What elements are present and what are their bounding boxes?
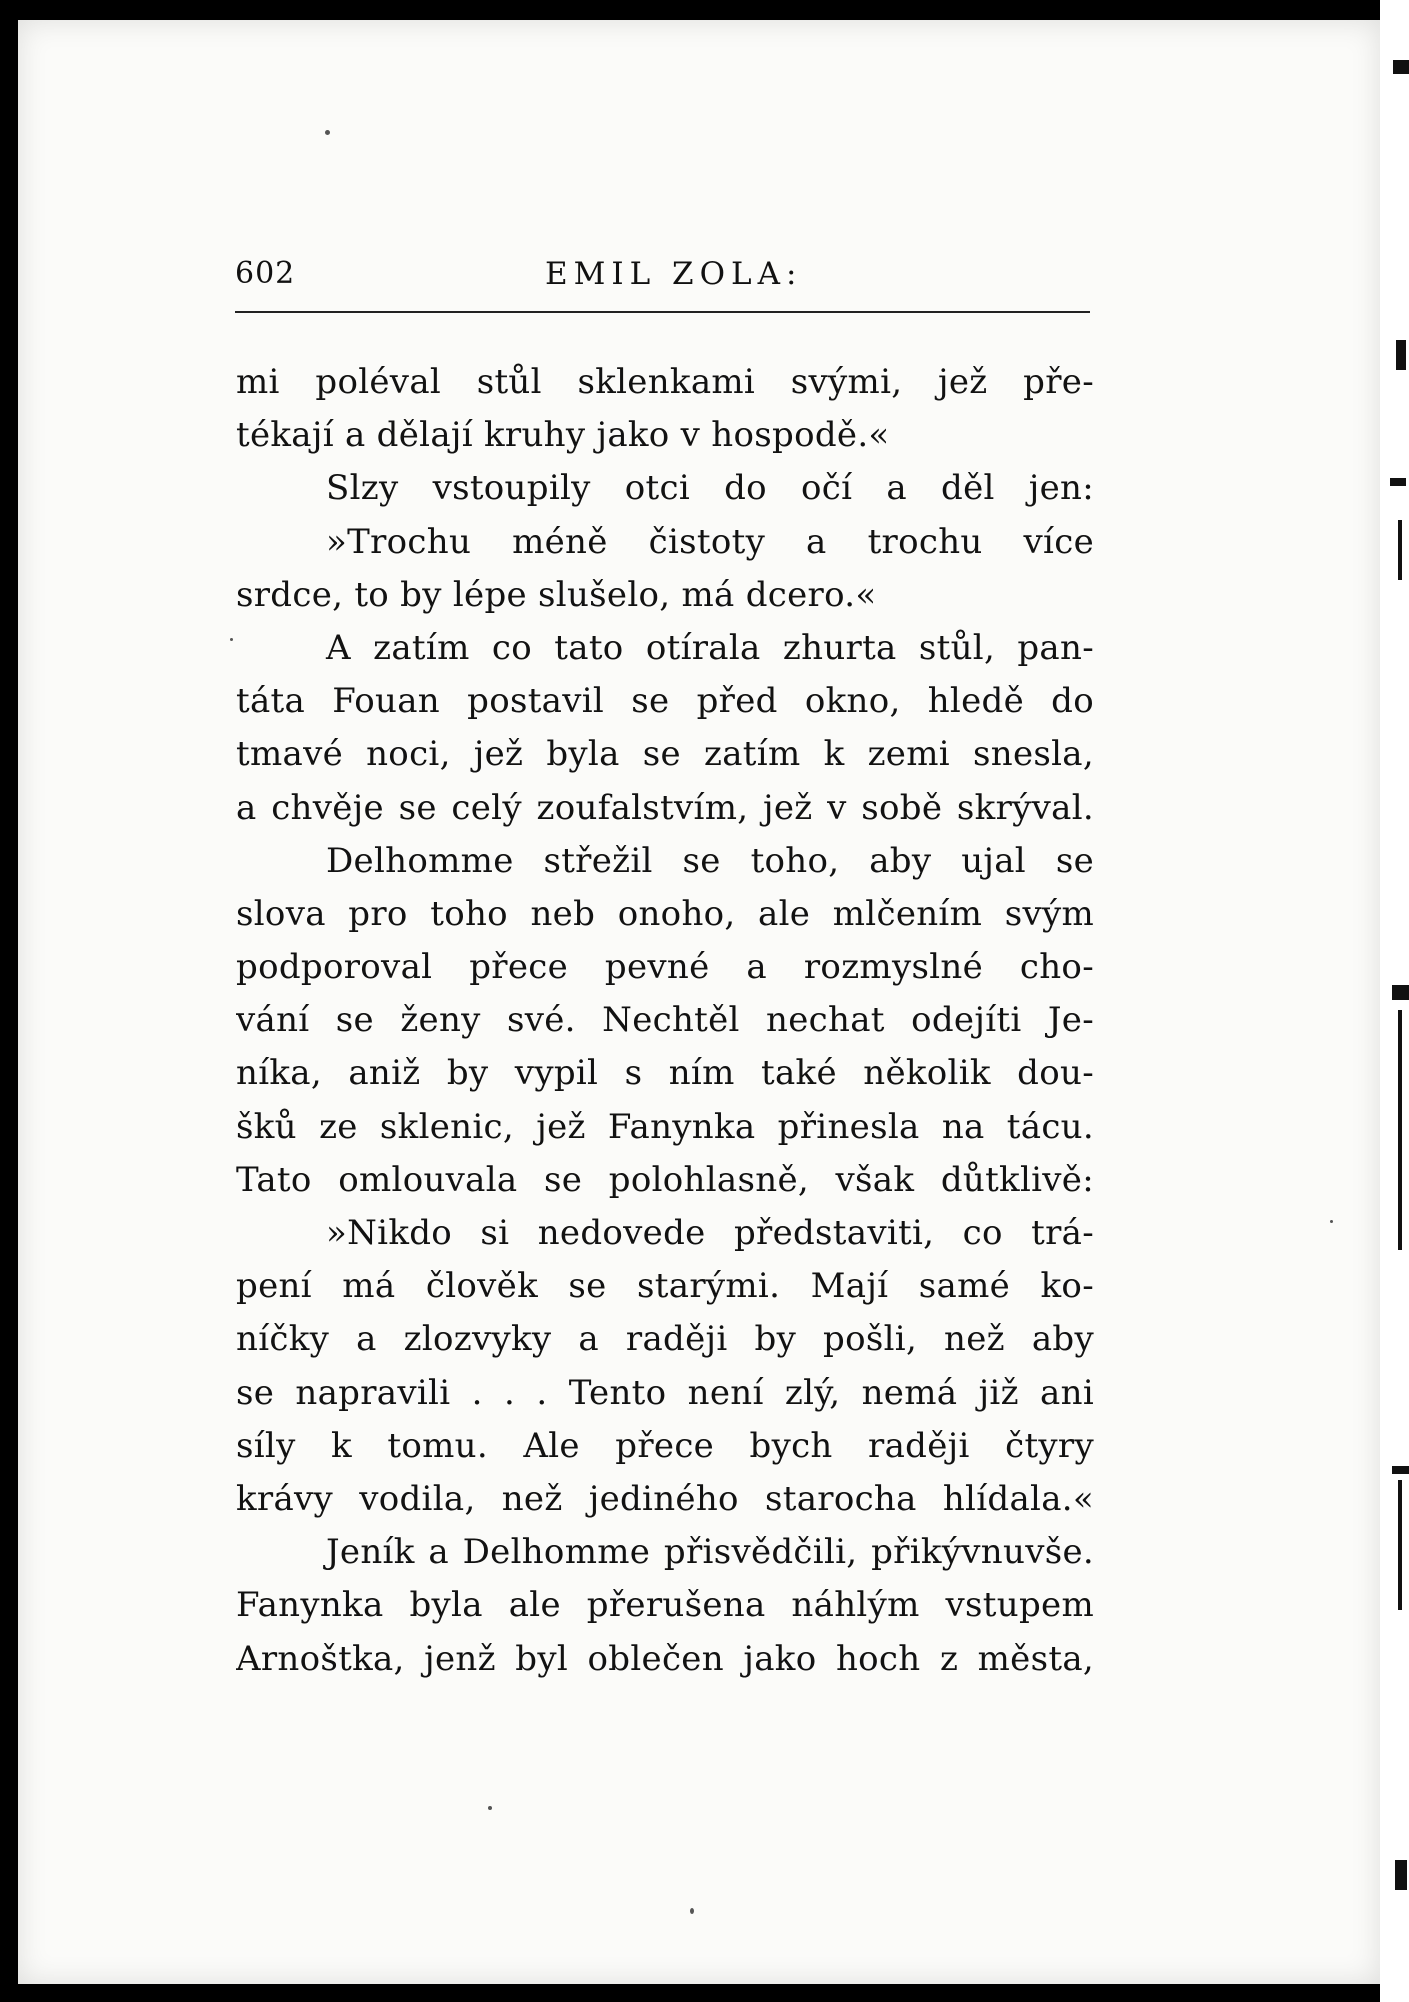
binding-mark [1396, 340, 1406, 370]
text-line: se napravili . . . Tento není zlý, nemá již ani [236, 1372, 1094, 1413]
text-line: slova pro toho neb onoho, ale mlčením svým [236, 893, 1094, 934]
text-line: tmavé noci, jež byla se zatím k zemi snesla, [236, 734, 1094, 775]
text-line: Slzy vstoupily otci do očí a děl jen: [326, 468, 1094, 509]
text-line: a chvěje se celý zoufalstvím, jež v sobě skrýval. [236, 787, 1094, 828]
text-line: táta Fouan postavil se před okno, hledě do [236, 681, 1094, 722]
text-line: Tato omlouvala se polohlasně, však důtklivě: [236, 1159, 1094, 1200]
text-line: »Nikdo si nedovede představiti, co trá- [326, 1213, 1094, 1253]
binding-mark [1392, 1466, 1409, 1474]
text-line: pení má člověk se starými. Mají samé ko- [236, 1266, 1094, 1307]
binding-mark [1392, 985, 1409, 1000]
running-title: EMIL ZOLA: [545, 256, 803, 292]
binding-mark [1398, 1010, 1402, 1250]
page-spine-edge [1380, 0, 1409, 2002]
paper-speck [488, 1806, 492, 1810]
text-line: krávy vodila, než jediného starocha hlídala.« [236, 1478, 1094, 1519]
binding-mark [1395, 1860, 1407, 1890]
text-line: Delhomme střežil se toho, aby ujal se [326, 840, 1094, 881]
text-line: mi poléval stůl sklenkami svými, jež pře- [236, 362, 1094, 402]
page-number: 602 [235, 256, 296, 291]
text-line: Arnoštka, jenž byl oblečen jako hoch z města, [236, 1638, 1094, 1679]
paper-speck [230, 638, 233, 641]
text-line: A zatím co tato otírala zhurta stůl, pan- [326, 627, 1094, 668]
text-line: »Trochu méně čistoty a trochu více [326, 521, 1094, 562]
text-line: Fanynka byla ale přerušena náhlým vstupem [236, 1585, 1094, 1626]
text-line: tékají a dělají kruhy jako v hospodě.« [236, 415, 890, 456]
paper-speck [1330, 1220, 1333, 1223]
body-text [236, 356, 1094, 1686]
page-header [235, 256, 1090, 306]
binding-mark [1398, 520, 1402, 580]
text-line: šků ze sklenic, jež Fanynka přinesla na tácu. [236, 1106, 1094, 1147]
paper-speck [325, 130, 330, 135]
text-line: vání se ženy své. Nechtěl nechat odejíti Je- [236, 1000, 1094, 1041]
text-line: síly k tomu. Ale přece bych raději čtyry [236, 1425, 1094, 1466]
binding-mark [1393, 60, 1409, 74]
text-line: srdce, to by lépe slušelo, má dcero.« [236, 574, 877, 615]
header-rule [235, 311, 1090, 313]
text-line: níčky a zlozvyky a raději by pošli, než aby [236, 1319, 1094, 1360]
text-line: podporoval přece pevné a rozmyslné cho- [236, 947, 1094, 988]
text-line: Jeník a Delhomme přisvědčili, přikývnuvše. [326, 1532, 1094, 1573]
text-line: níka, aniž by vypil s ním také několik dou- [236, 1053, 1094, 1094]
binding-mark [1390, 478, 1406, 486]
paper-speck [690, 1908, 694, 1914]
binding-mark [1398, 1480, 1402, 1610]
